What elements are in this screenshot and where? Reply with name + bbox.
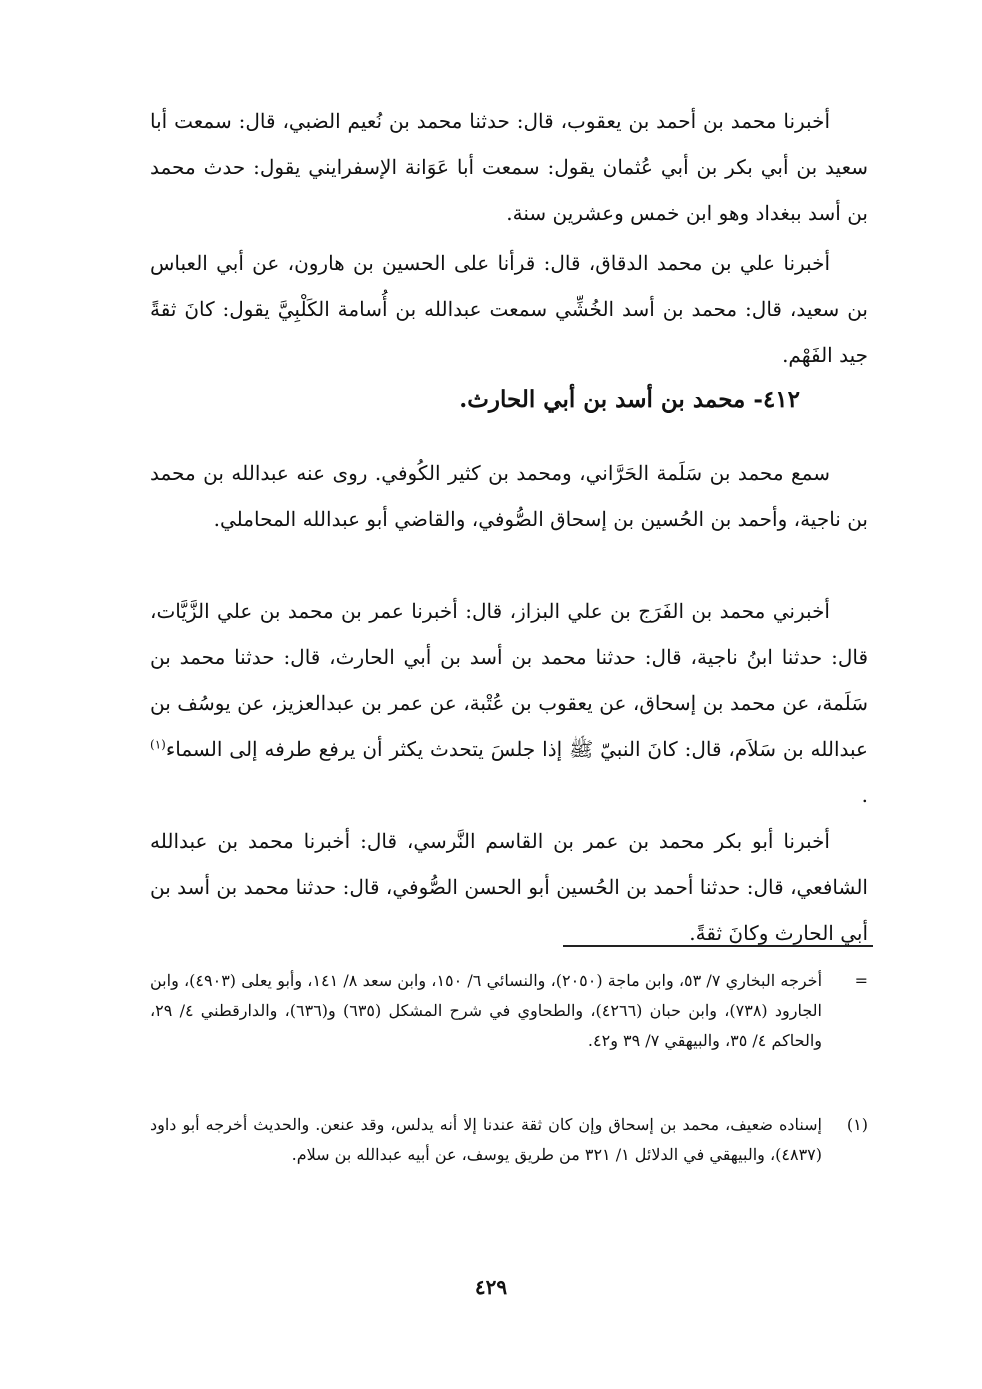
footnote-1 xyxy=(150,1110,868,1170)
paragraph-5 xyxy=(150,818,868,956)
footnote-marker: = xyxy=(854,971,868,990)
footnote-item xyxy=(150,966,868,1056)
paragraph-5-text: أخبرنا أبو بكر محمد بن عمر بن القاسم النَّرسي، قال: أخبرنا محمد بن عبدالله الشافعي، قال: حدثنا أحمد بن الحُسين أبو الحسن الصُّوفي، قال: حدثنا محمد بن أسد بن أبي الحارث وكانَ ثقةً. xyxy=(150,829,868,945)
footnote-text: أخرجه البخاري ٧/ ٥٣، وابن ماجة (٢٠٥٠)، والنسائي ٦/ ١٥٠، وابن سعد ٨/ ١٤١، وأبو يعلى (٤٩٠٣)، وابن الجارود (٧٣٨)، وابن حبان (٤٢٦٦)، والطحاوي في شرح المشكل (٦٣٥) و(٦٣٦)، والدارقطني ٤/ ٢٩، والحاكم ٤/ ٣٥، والبيهقي ٧/ ٣٩ و٤٢. xyxy=(150,971,823,1050)
paragraph-2-text: أخبرنا علي بن محمد الدقاق، قال: قرأنا على الحسين بن هارون، عن أبي العباس بن سعيد، قال: محمد بن أسد الخُشِّي سمعت عبدالله بن أُسامة الكَلْبِيَّ يقول: كانَ ثقةً جيد الفَهْم. xyxy=(150,251,868,367)
paragraph-1-text: أخبرنا محمد بن أحمد بن يعقوب، قال: حدثنا محمد بن نُعيم الضبي، قال: سمعت أبا سعيد بن أبي بكر بن أبي عُثمان يقول: سمعت أبا عَوَانة الإسفرايني يقول: حدث محمد بن أسد ببغداد وهو ابن خمس وعشرين سنة. xyxy=(150,109,868,225)
paragraph-4-end: . xyxy=(861,783,868,807)
footnote-divider xyxy=(563,945,873,947)
paragraph-4 xyxy=(150,588,868,818)
entry-heading: ٤١٢- محمد بن أسد بن أبي الحارث. xyxy=(459,386,800,413)
paragraph-3-text: سمع محمد بن سَلَمة الحَرَّاني، ومحمد بن كثير الكُوفي. روى عنه عبدالله بن محمد بن ناجية، وأحمد بن الحُسين بن إسحاق الصُّوفي، والقاضي أبو عبدالله المحاملي. xyxy=(150,461,868,531)
page-number: ٤٢٩ xyxy=(474,1275,508,1299)
paragraph-4-text: أخبرني محمد بن الفَرَج بن علي البزاز، قال: أخبرنا عمر بن محمد بن علي الزَّيَّات، قال: حدثنا ابنُ ناجية، قال: حدثنا محمد بن أسد بن أبي الحارث، قال: حدثنا محمد بن سَلَمة، عن محمد بن إسحاق، عن يعقوب بن عُتْبة، عن عمر بن عبدالعزيز، عن يوسُف بن عبدالله بن سَلاَم، قال: كانَ النبيّ ﷺ إذا جلسَ يتحدث يكثر أن يرفع طرفه إلى السماء xyxy=(150,599,868,761)
footnote-marker: (١) xyxy=(846,1115,868,1134)
footnote-item xyxy=(150,1110,868,1170)
footnote-reference[interactable]: (١) xyxy=(150,737,166,752)
footnote-text: إسناده ضعيف، محمد بن إسحاق وإن كان ثقة عندنا إلا أنه يدلس، وقد عنعن. والحديث أخرجه أبو داود (٤٨٣٧)، والبيهقي في الدلائل ١/ ٣٢١ من طريق يوسف، عن أبيه عبدالله بن سلام. xyxy=(150,1115,822,1164)
paragraph-2 xyxy=(150,240,868,378)
paragraph-4-block xyxy=(150,588,868,818)
paragraph-3 xyxy=(150,450,868,542)
paragraph-1 xyxy=(150,98,868,236)
footnote-continued xyxy=(150,966,868,1056)
